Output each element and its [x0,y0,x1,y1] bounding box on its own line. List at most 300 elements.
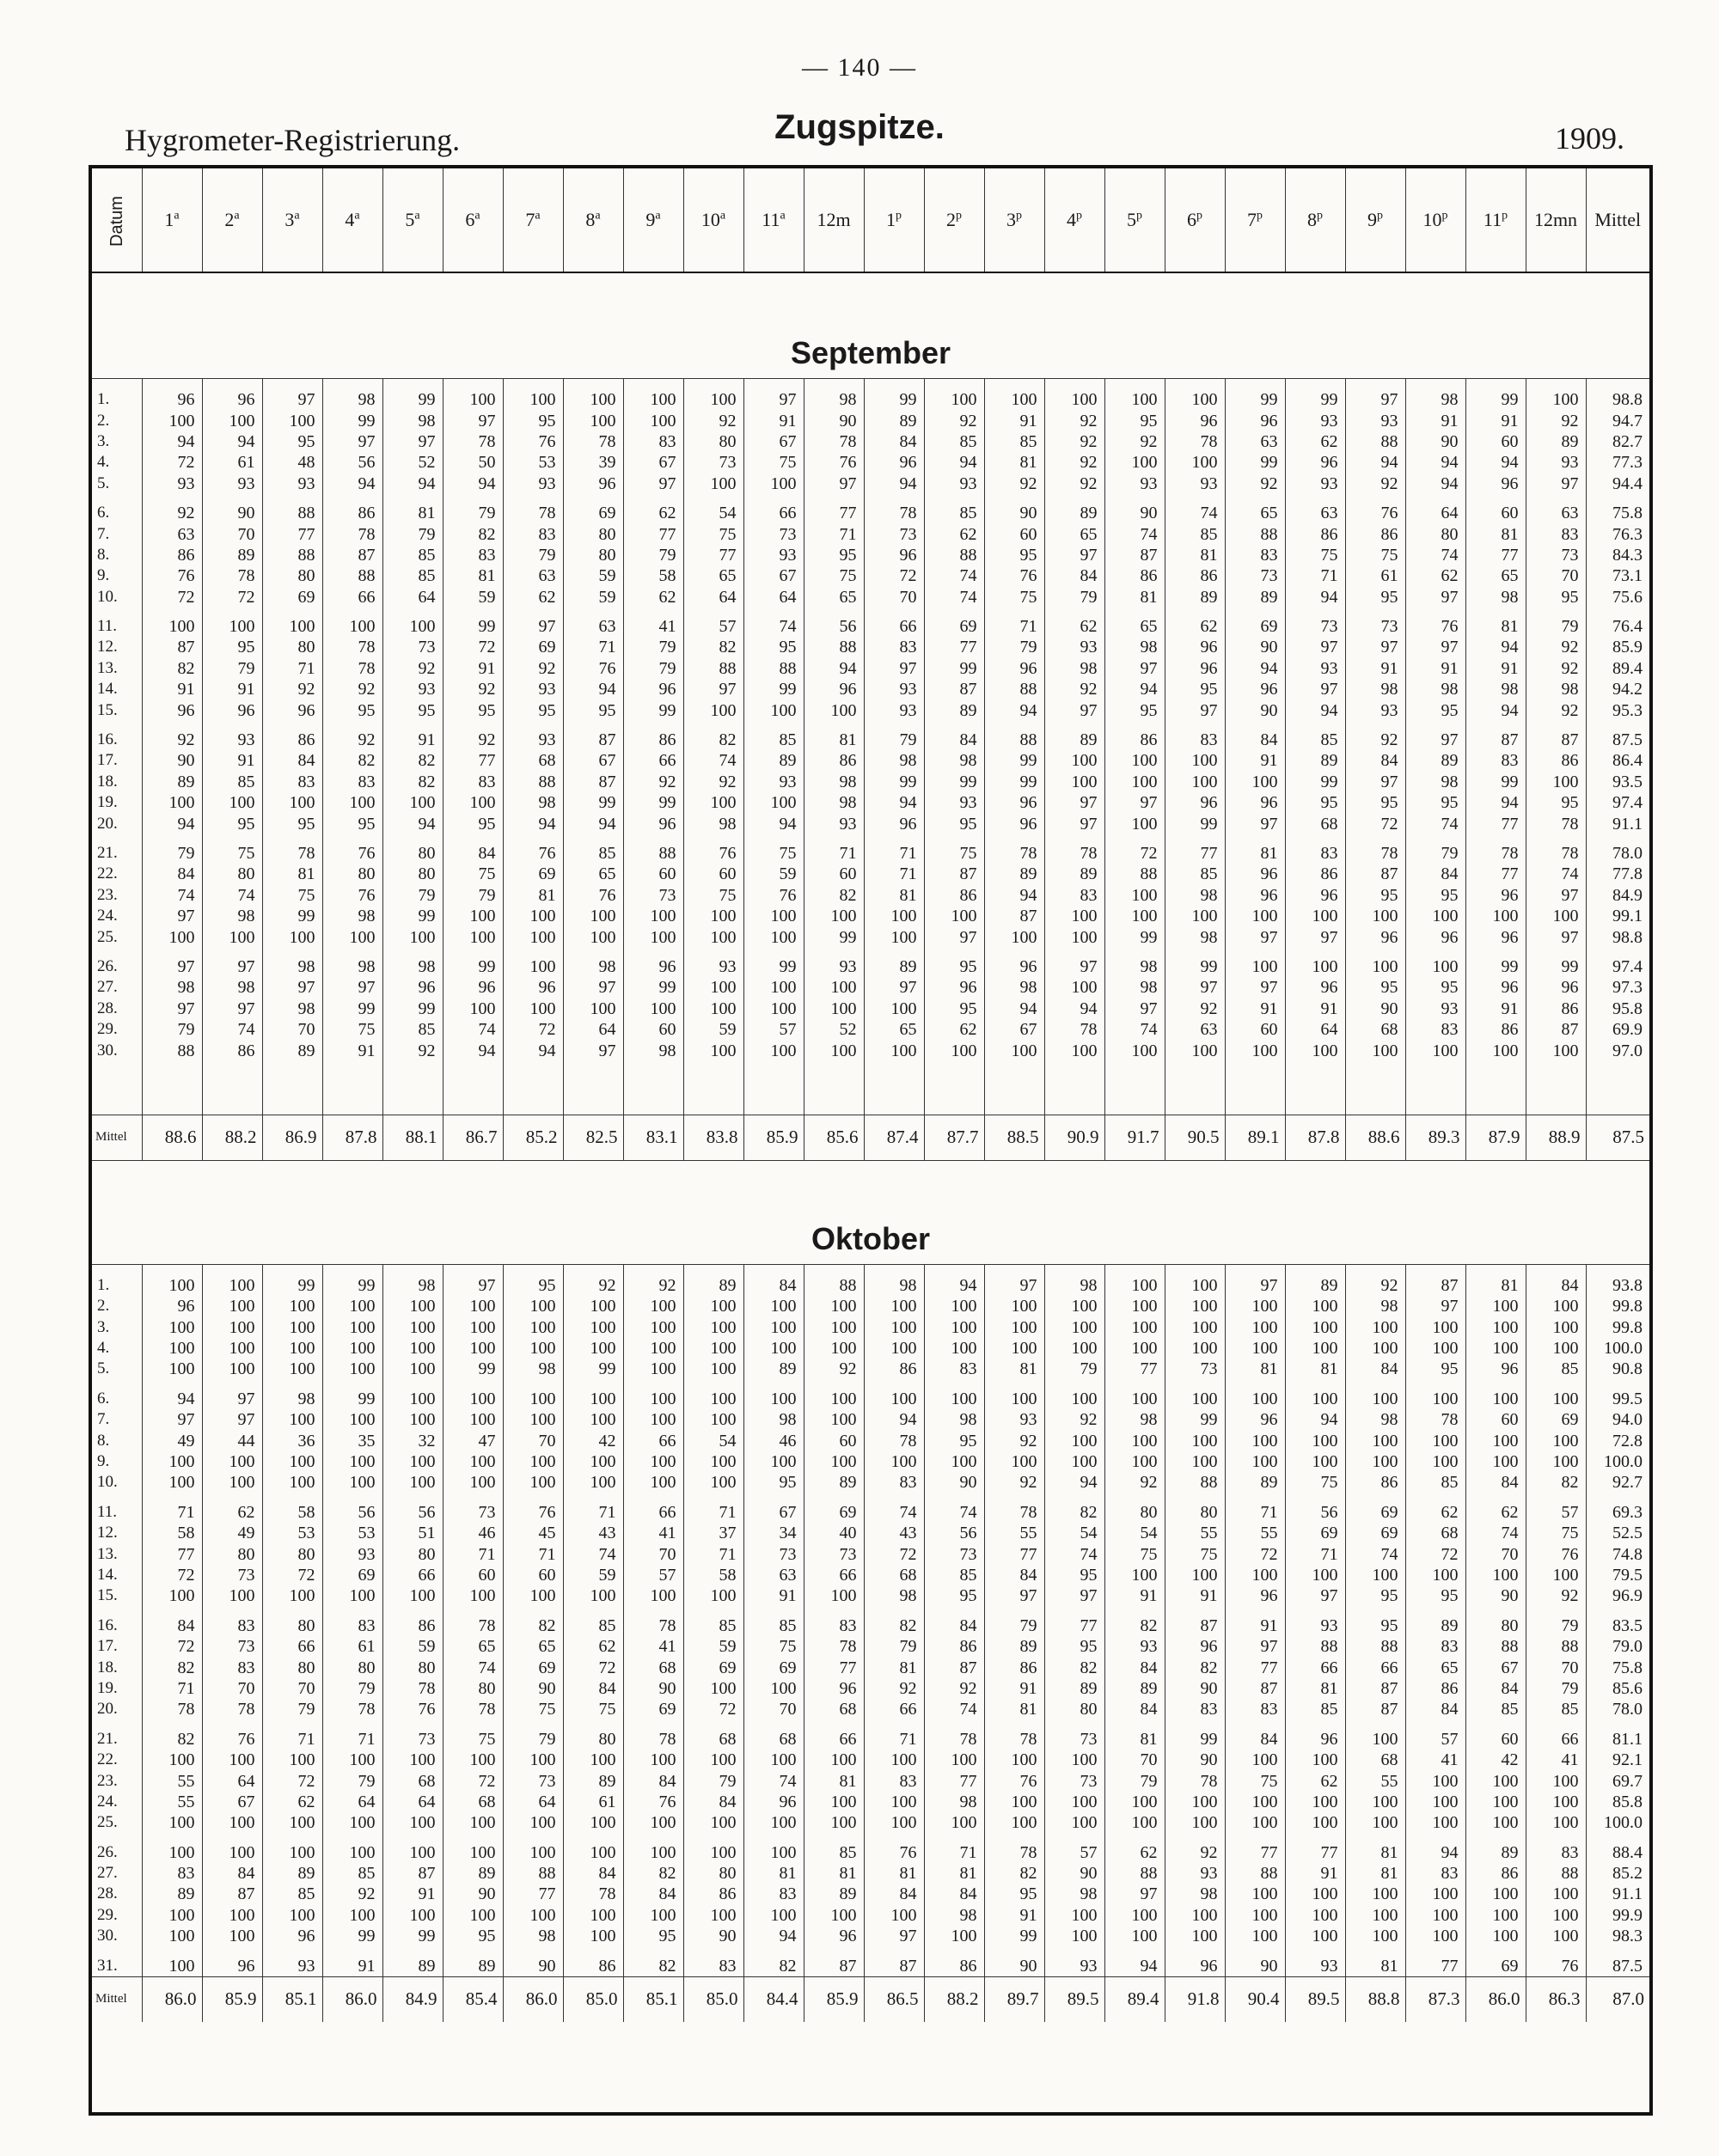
hour-suffix: p [1441,209,1448,223]
value-cell: 100 [1345,1380,1405,1409]
hour-header [1405,168,1465,272]
daily-mean-cell: 94.0 [1612,1410,1643,1430]
value-cell: 96 [1165,637,1225,657]
value-cell: 76 [503,1493,563,1523]
value-cell: 96 [864,813,924,834]
value-cell: 66 [864,608,924,637]
hourly-mean-cell: 89.7 [984,1976,1044,2022]
value-cell: 87 [322,545,382,565]
value-cell: 100 [1465,1317,1526,1338]
value-cell: 56 [322,452,382,473]
daily-mean-cell: 87.5 [1612,730,1643,750]
daily-mean-cell: 85.8 [1612,1792,1643,1811]
value-cell: 97 [1405,721,1465,750]
value-cell: 97 [743,389,804,410]
value-cell: 83 [142,1863,202,1884]
value-cell: 100 [1405,906,1465,926]
value-cell: 95 [1285,792,1345,813]
value-cell: 95 [503,410,563,431]
value-cell: 76 [202,1720,262,1750]
value-cell: 73 [1165,1359,1225,1379]
spacer-cell [1465,379,1526,390]
value-cell: 75 [743,834,804,864]
value-cell: 100 [142,1359,202,1379]
hour-suffix: p [1076,209,1082,223]
value-cell: 94 [924,452,984,473]
spacer-cell [864,1264,924,1275]
value-cell: 100 [1345,1720,1405,1750]
value-cell: 90 [1225,1946,1285,1976]
value-cell: 96 [1225,792,1285,813]
value-cell: 98 [1044,658,1104,679]
value-cell: 94 [443,473,503,494]
value-cell: 96 [503,977,563,998]
value-cell: 100 [443,1833,503,1862]
day-cell: 31. [92,1946,142,1976]
value-cell: 99 [984,1926,1044,1946]
value-cell: 100 [984,1317,1044,1338]
value-cell: 66 [623,1430,683,1451]
value-cell: 99 [1526,948,1586,977]
value-cell: 55 [1345,1770,1405,1791]
value-cell: 98 [804,792,864,813]
value-cell: 90 [202,494,262,523]
value-cell: 77 [1044,1607,1104,1636]
value-cell: 95 [443,699,503,720]
value-cell: 76 [804,452,864,473]
value-cell: 78 [804,431,864,452]
value-cell: 100 [563,1380,623,1409]
value-cell: 84 [1405,864,1465,884]
hourly-mean-cell: 85.6 [804,1115,864,1160]
spacer-cell [1345,1264,1405,1275]
spacer-cell [202,1264,262,1275]
daily-mean-cell: 84.9 [1612,885,1643,905]
value-cell: 97 [1165,977,1225,998]
value-cell: 100 [1104,1905,1165,1926]
table-row [92,1543,1649,1564]
value-cell: 89 [743,750,804,771]
value-cell: 70 [864,587,924,608]
value-cell: 68 [382,1770,443,1791]
value-cell: 64 [382,1792,443,1812]
value-cell: 99 [322,1926,382,1946]
value-cell: 91 [984,1905,1044,1926]
value-cell: 100 [322,1451,382,1472]
value-cell: 100 [322,1833,382,1862]
value-cell: 96 [142,699,202,720]
spacer-cell [503,379,563,390]
value-cell: 42 [563,1430,623,1451]
daily-mean-cell: 76.4 [1612,617,1643,637]
value-cell: 75 [1345,545,1405,565]
value-cell: 89 [1225,1472,1285,1493]
daily-mean-cell: 73.1 [1612,566,1643,586]
value-cell: 84 [924,1607,984,1636]
value-cell: 80 [683,431,743,452]
hour-number: 5 [405,209,415,230]
value-cell: 67 [202,1792,262,1812]
value-cell: 87 [1345,1678,1405,1699]
value-cell: 100 [864,1296,924,1316]
value-cell: 59 [563,565,623,586]
value-cell: 100 [924,1317,984,1338]
value-cell: 54 [683,494,743,523]
value-cell: 100 [743,977,804,998]
day-cell: 26. [92,1833,142,1862]
value-cell: 100 [743,1296,804,1316]
value-cell: 97 [1345,637,1405,657]
value-cell: 75 [563,1699,623,1719]
value-cell: 93 [864,679,924,699]
value-cell: 75 [1285,1472,1345,1493]
table-row [92,1380,1649,1409]
value-cell: 93 [984,1409,1044,1430]
value-cell: 82 [142,658,202,679]
value-cell: 100 [262,410,322,431]
spacer-cell [1165,1264,1225,1275]
hour-header [623,168,683,272]
value-cell: 75 [443,864,503,884]
value-cell: 94 [1465,792,1526,813]
value-cell: 84 [864,431,924,452]
table-row [92,473,1649,494]
value-cell: 100 [1405,1338,1465,1359]
value-cell: 91 [1104,1585,1165,1606]
value-cell: 100 [142,410,202,431]
hour-suffix: p [896,209,902,223]
value-cell: 71 [563,637,623,657]
value-cell: 73 [1285,608,1345,637]
value-cell: 89 [262,1040,322,1060]
value-cell: 96 [1285,1720,1345,1750]
value-cell: 88 [1104,864,1165,884]
value-cell: 97 [443,1275,503,1296]
value-cell: 53 [322,1523,382,1543]
value-cell: 100 [743,473,804,494]
value-cell: 100 [1405,1770,1465,1791]
value-cell: 95 [202,637,262,657]
value-cell: 100 [683,1812,743,1833]
value-cell: 100 [1165,1565,1225,1585]
value-cell: 87 [1225,1678,1285,1699]
spacer-cell [1104,1061,1165,1115]
value-cell: 88 [1465,1636,1526,1657]
value-cell: 96 [202,1946,262,1976]
value-cell: 83 [1225,545,1285,565]
value-cell: 95 [1405,977,1465,998]
value-cell: 94 [382,473,443,494]
value-cell: 79 [1044,1359,1104,1379]
value-cell: 66 [382,1565,443,1585]
hourly-mean-cell: 83.1 [623,1115,683,1160]
value-cell: 65 [683,565,743,586]
value-cell: 90 [683,1926,743,1946]
value-cell: 80 [563,523,623,544]
spacer-cell [623,379,683,390]
value-cell: 96 [563,473,623,494]
value-cell: 100 [262,1359,322,1379]
value-cell: 97 [322,977,382,998]
value-cell: 100 [443,1380,503,1409]
month-title: September [92,272,1649,379]
value-cell: 87 [382,1863,443,1884]
value-cell: 76 [382,1699,443,1719]
value-cell: 98 [683,813,743,834]
value-cell: 73 [382,637,443,657]
value-cell: 100 [382,1338,443,1359]
value-cell: 100 [382,1380,443,1409]
value-cell: 100 [683,473,743,494]
value-cell: 100 [1465,906,1526,926]
value-cell: 63 [1285,494,1345,523]
spacer-cell [1165,1061,1225,1115]
value-cell: 100 [1345,1926,1405,1946]
value-cell: 86 [1104,565,1165,586]
value-cell: 97 [1044,948,1104,977]
value-cell: 93 [864,699,924,720]
value-cell: 96 [1285,885,1345,906]
value-cell: 100 [924,1451,984,1472]
value-cell: 69 [503,637,563,657]
value-cell: 78 [1165,1770,1225,1791]
hour-suffix: a [780,209,786,223]
value-cell: 86 [202,1040,262,1060]
value-cell: 100 [1165,906,1225,926]
value-cell: 100 [623,1472,683,1493]
day-cell: 13. [92,1543,142,1564]
value-cell: 100 [202,1296,262,1316]
value-cell: 91 [1465,410,1526,431]
value-cell: 84 [142,1607,202,1636]
day-cell: 8. [92,1430,142,1451]
spacer-cell [322,1264,382,1275]
value-cell: 76 [984,565,1044,586]
value-cell: 100 [683,926,743,947]
value-cell: 89 [864,948,924,977]
value-cell: 86 [142,545,202,565]
hourly-mean-cell: 85.1 [262,1976,322,2022]
value-cell: 90 [1104,494,1165,523]
value-cell: 99 [563,1359,623,1379]
value-cell: 97 [1285,1585,1345,1606]
value-cell: 95 [743,1472,804,1493]
value-cell: 100 [683,389,743,410]
value-cell: 100 [1526,1884,1586,1904]
value-cell: 97 [142,999,202,1019]
value-cell: 77 [142,1543,202,1564]
spacer-cell [262,379,322,390]
value-cell: 79 [1526,608,1586,637]
hourly-mean-cell: 88.6 [142,1115,202,1160]
value-cell: 91 [382,721,443,750]
hourly-mean-cell: 89.5 [1044,1976,1104,2022]
value-cell: 87 [1345,1699,1405,1719]
daily-mean-cell: 97.3 [1612,978,1643,998]
daily-mean-cell: 75.6 [1612,587,1643,607]
value-cell: 83 [864,637,924,657]
value-cell: 74 [202,885,262,906]
value-cell: 100 [1465,1380,1526,1409]
value-cell: 60 [443,1565,503,1585]
value-cell: 100 [1104,389,1165,410]
value-cell: 79 [443,494,503,523]
value-cell: 90 [984,1946,1044,1976]
value-cell: 75 [503,1699,563,1719]
value-cell: 100 [382,1833,443,1862]
value-cell: 71 [804,834,864,864]
value-cell: 62 [924,523,984,544]
spacer-row [92,1264,1649,1275]
value-cell: 82 [1044,1657,1104,1677]
value-cell: 92 [382,1040,443,1060]
value-cell: 72 [864,1543,924,1564]
value-cell: 100 [1044,977,1104,998]
value-cell: 81 [864,1657,924,1677]
value-cell: 79 [202,658,262,679]
value-cell: 41 [1405,1750,1465,1770]
value-cell: 89 [1104,1678,1165,1699]
value-cell: 90 [924,1472,984,1493]
value-cell: 100 [1405,1884,1465,1904]
value-cell: 100 [864,1380,924,1409]
value-cell: 71 [864,834,924,864]
value-cell: 90 [1165,1750,1225,1770]
value-cell: 97 [202,1409,262,1430]
value-cell: 80 [1405,523,1465,544]
value-cell: 67 [623,452,683,473]
value-cell: 99 [1465,948,1526,977]
value-cell: 62 [1044,608,1104,637]
value-cell: 99 [1285,772,1345,792]
value-cell: 95 [924,813,984,834]
value-cell: 100 [804,906,864,926]
value-cell: 100 [503,1585,563,1606]
value-cell: 100 [563,1833,623,1862]
page-number: — 140 — [802,53,917,82]
value-cell: 98 [1345,1296,1405,1316]
value-cell: 95 [503,699,563,720]
mean-row-label: Mittel [92,1115,142,1160]
value-cell: 100 [1345,1905,1405,1926]
value-cell: 100 [142,1275,202,1296]
value-cell: 89 [443,1863,503,1884]
value-cell: 92 [142,494,202,523]
value-cell: 100 [1165,1040,1225,1060]
value-cell: 85 [1526,1359,1586,1379]
value-cell: 85 [563,1607,623,1636]
value-cell: 93 [1104,473,1165,494]
value-cell: 100 [1285,1317,1345,1338]
value-cell: 100 [804,977,864,998]
value-cell: 74 [864,1493,924,1523]
value-cell: 69 [683,1657,743,1677]
value-cell: 100 [984,1792,1044,1812]
value-cell: 70 [1104,1750,1165,1770]
value-cell: 79 [1526,1607,1586,1636]
value-cell: 73 [1225,565,1285,586]
spacer-cell [683,1061,743,1115]
value-cell: 100 [443,1812,503,1833]
value-cell: 98 [623,1040,683,1060]
value-cell: 99 [322,999,382,1019]
hourly-mean-cell: 89.3 [1405,1115,1465,1160]
day-cell: 15. [92,1585,142,1606]
value-cell: 96 [142,389,202,410]
value-cell: 100 [443,906,503,926]
value-cell: 41 [1526,1750,1586,1770]
value-cell: 78 [1165,431,1225,452]
value-cell: 93 [1285,1946,1345,1976]
value-cell: 64 [503,1792,563,1812]
value-cell: 100 [683,999,743,1019]
value-cell: 98 [984,977,1044,998]
value-cell: 100 [1345,1884,1405,1904]
value-cell: 100 [1526,1430,1586,1451]
value-cell: 81 [804,1863,864,1884]
value-cell: 95 [984,1884,1044,1904]
station-title: Zugspitze. [774,108,945,146]
daily-mean-cell: 94.7 [1612,411,1643,431]
value-cell: 100 [804,1792,864,1812]
table-row [92,1359,1649,1379]
spacer-cell [92,1264,142,1275]
day-cell: 14. [92,1565,142,1585]
daily-mean-cell: 99.8 [1612,1297,1643,1316]
value-cell: 94 [1285,1409,1345,1430]
value-cell: 70 [743,1699,804,1719]
value-cell: 100 [202,1812,262,1833]
value-cell: 81 [924,1863,984,1884]
value-cell: 82 [1526,1472,1586,1493]
value-cell: 45 [503,1523,563,1543]
value-cell: 83 [1405,1863,1465,1884]
table-row [92,608,1649,637]
value-cell: 74 [202,1019,262,1040]
value-cell: 100 [1405,1317,1465,1338]
value-cell: 62 [503,587,563,608]
value-cell: 100 [1345,1565,1405,1585]
value-cell: 50 [443,452,503,473]
table-row [92,813,1649,834]
value-cell: 88 [503,772,563,792]
day-cell: 8. [92,545,142,565]
hour-header [1345,168,1405,272]
value-cell: 97 [984,1585,1044,1606]
spacer-cell [142,1061,202,1115]
value-cell: 79 [623,545,683,565]
value-cell: 100 [924,1296,984,1316]
hour-header [1104,168,1165,272]
value-cell: 74 [924,565,984,586]
value-cell: 85 [743,1607,804,1636]
value-cell: 93 [1285,410,1345,431]
value-cell: 98 [1104,637,1165,657]
hour-suffix: p [1377,209,1383,223]
value-cell: 100 [503,1451,563,1472]
value-cell: 92 [1165,1833,1225,1862]
table-row [92,431,1649,452]
value-cell: 85 [382,545,443,565]
hourly-mean-cell: 86.9 [262,1115,322,1160]
value-cell: 83 [864,1770,924,1791]
value-cell: 100 [1526,772,1586,792]
value-cell: 95 [443,813,503,834]
value-cell: 89 [1225,587,1285,608]
spacer-cell [1345,379,1405,390]
value-cell: 98 [1465,679,1526,699]
hour-header [1044,168,1104,272]
